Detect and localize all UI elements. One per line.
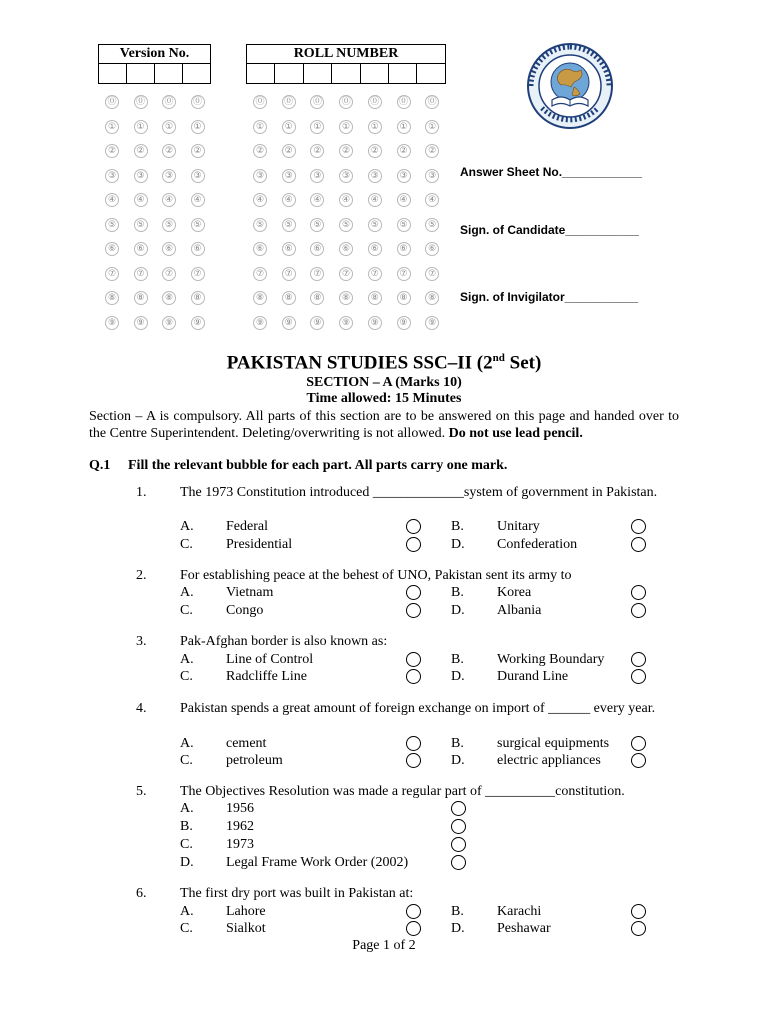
digit-bubble[interactable]: ⑥ [397,242,411,256]
digit-bubble[interactable]: ⑨ [191,316,205,330]
digit-bubble[interactable]: ⓪ [162,95,176,109]
digit-bubble[interactable]: ⓪ [339,95,353,109]
option-text: petroleum [226,753,283,768]
answer-bubble[interactable] [631,585,646,600]
digit-bubble[interactable]: ⑤ [368,218,382,232]
digit-bubble[interactable]: ① [134,120,148,134]
digit-bubble[interactable]: ⑤ [134,218,148,232]
digit-bubble[interactable]: ⑥ [253,242,267,256]
option-text: Unitary [497,519,540,534]
option-letter: D. [451,537,465,552]
option-text: Lahore [226,904,266,919]
digit-bubble[interactable]: ⑥ [191,242,205,256]
answer-bubble[interactable] [406,652,421,667]
digit-bubble[interactable]: ⑦ [191,267,205,281]
option-letter: D. [451,669,465,684]
part-stem: Pak-Afghan border is also known as: [180,634,388,649]
digit-bubble[interactable]: ④ [105,193,119,207]
option-text: Korea [497,585,532,600]
digit-bubble[interactable]: ③ [191,169,205,183]
digit-bubble[interactable]: ④ [282,193,296,207]
answer-bubble[interactable] [451,819,466,834]
option-letter: C. [180,837,193,852]
digit-bubble[interactable]: ② [368,144,382,158]
digit-bubble[interactable]: ⑦ [339,267,353,281]
answer-bubble[interactable] [406,669,421,684]
version-box[interactable] [183,64,211,84]
option-letter: B. [180,819,193,834]
answer-bubble[interactable] [406,585,421,600]
digit-bubble[interactable]: ④ [191,193,205,207]
answer-bubble[interactable] [631,753,646,768]
digit-bubble[interactable]: ④ [425,193,439,207]
option-text: Peshawar [497,921,551,936]
paper-title-superscript: nd [492,352,505,364]
option-letter: A. [180,585,194,600]
option-text: cement [226,736,267,751]
digit-bubble[interactable]: ⑧ [425,291,439,305]
option-letter: D. [451,753,465,768]
part-stem: For establishing peace at the behest of UNO, Pakistan sent its army to [180,568,572,583]
digit-bubble[interactable]: ⑥ [368,242,382,256]
digit-bubble[interactable]: ⑥ [310,242,324,256]
answer-bubble[interactable] [451,837,466,852]
digit-bubble[interactable]: ② [162,144,176,158]
answer-bubble[interactable] [631,736,646,751]
digit-bubble[interactable]: ③ [105,169,119,183]
option-letter: C. [180,669,193,684]
option-text: Vietnam [226,585,274,600]
digit-bubble[interactable]: ① [105,120,119,134]
digit-bubble[interactable]: ③ [397,169,411,183]
digit-bubble[interactable]: ⑥ [134,242,148,256]
option-letter: A. [180,519,194,534]
option-text: Confederation [497,537,578,552]
option-letter: A. [180,801,194,816]
digit-bubble[interactable]: ⑦ [134,267,148,281]
digit-bubble[interactable]: ⑤ [310,218,324,232]
digit-bubble[interactable]: ⑨ [162,316,176,330]
digit-bubble[interactable]: ⑦ [253,267,267,281]
version-number-label: Version No. [99,45,211,64]
digit-bubble[interactable]: ⑤ [282,218,296,232]
option-letter: B. [451,519,464,534]
digit-bubble[interactable]: ② [310,144,324,158]
digit-bubble[interactable]: ② [105,144,119,158]
digit-bubble[interactable]: ⑦ [162,267,176,281]
answer-bubble[interactable] [631,652,646,667]
digit-bubble[interactable]: ⓪ [134,95,148,109]
option-letter: C. [180,603,193,618]
paper-title-suffix: Set) [504,352,542,374]
answer-bubble[interactable] [631,669,646,684]
digit-bubble[interactable]: ② [425,144,439,158]
digit-bubble[interactable]: ② [253,144,267,158]
digit-bubble[interactable]: ③ [134,169,148,183]
option-letter: B. [451,585,464,600]
option-text: Congo [226,603,264,618]
answer-bubble[interactable] [406,537,421,552]
digit-bubble[interactable]: ⑦ [310,267,324,281]
digit-bubble[interactable]: ② [134,144,148,158]
option-text: 1956 [226,801,254,816]
digit-bubble[interactable]: ⑤ [162,218,176,232]
answer-bubble[interactable] [406,753,421,768]
digit-bubble[interactable]: ⑧ [253,291,267,305]
section-heading: SECTION – A (Marks 10) [306,375,462,390]
option-letter: D. [451,921,465,936]
option-text: Legal Frame Work Order (2002) [226,855,409,870]
roll-box[interactable] [389,64,417,84]
answer-bubble[interactable] [631,519,646,534]
answer-bubble[interactable] [406,921,421,936]
option-letter: A. [180,736,194,751]
digit-bubble[interactable]: ② [339,144,353,158]
option-letter: B. [451,652,464,667]
digit-bubble[interactable]: ⑦ [105,267,119,281]
option-text: Line of Control [226,652,314,667]
part-number: 3. [136,634,147,649]
time-allowed: Time allowed: 15 Minutes [306,391,462,406]
digit-bubble[interactable]: ⑨ [253,316,267,330]
instructions-text: Section – A is compulsory. All parts of this section are to be answered on this page and handed over to the Centre Superintendent. Deleting/overwriting is not allowed. [89,409,679,441]
digit-bubble[interactable]: ① [425,120,439,134]
part-number: 1. [136,485,147,500]
part-number: 5. [136,784,147,799]
digit-bubble[interactable]: ⑨ [397,316,411,330]
option-letter: B. [451,736,464,751]
digit-bubble[interactable]: ⑧ [105,291,119,305]
roll-box[interactable] [417,64,446,84]
roll-number-table [246,44,446,84]
digit-bubble[interactable]: ⑥ [339,242,353,256]
digit-bubble[interactable]: ① [253,120,267,134]
digit-bubble[interactable]: ⑨ [105,316,119,330]
digit-bubble[interactable]: ⑧ [310,291,324,305]
digit-bubble[interactable]: ⑤ [105,218,119,232]
answer-sheet-number: Answer Sheet No.____________ [460,165,643,179]
digit-bubble[interactable]: ⑦ [397,267,411,281]
instructions-warning: Do not use lead pencil. [448,426,583,441]
digit-bubble[interactable]: ⑧ [397,291,411,305]
digit-bubble[interactable]: ⑥ [282,242,296,256]
digit-bubble[interactable]: ② [282,144,296,158]
digit-bubble[interactable]: ④ [310,193,324,207]
option-letter: D. [180,855,194,870]
answer-bubble[interactable] [406,603,421,618]
version-box[interactable] [155,64,183,84]
roll-number-label: ROLL NUMBER [247,45,446,64]
digit-bubble[interactable]: ⑨ [134,316,148,330]
digit-bubble[interactable]: ⑤ [253,218,267,232]
digit-bubble[interactable]: ② [191,144,205,158]
page-number: Page 1 of 2 [352,938,416,953]
digit-bubble[interactable]: ⑤ [425,218,439,232]
digit-bubble[interactable]: ① [368,120,382,134]
option-text: surgical equipments [497,736,610,751]
digit-bubble[interactable]: ② [397,144,411,158]
roll-box[interactable] [360,64,388,84]
digit-bubble[interactable]: ③ [253,169,267,183]
digit-bubble[interactable]: ⑧ [134,291,148,305]
digit-bubble[interactable]: ⑧ [368,291,382,305]
option-text: Federal [226,519,268,534]
digit-bubble[interactable]: ① [339,120,353,134]
digit-bubble[interactable]: ③ [368,169,382,183]
digit-bubble[interactable]: ⓪ [310,95,324,109]
roll-box[interactable] [332,64,360,84]
board-seal-icon [526,42,614,130]
part-number: 2. [136,568,147,583]
candidate-signature: Sign. of Candidate___________ [460,223,639,237]
part-number: 4. [136,701,147,716]
digit-bubble[interactable]: ⓪ [191,95,205,109]
digit-bubble[interactable]: ⓪ [282,95,296,109]
digit-bubble[interactable]: ⑤ [191,218,205,232]
digit-bubble[interactable]: ④ [162,193,176,207]
option-text: 1973 [226,837,254,852]
digit-bubble[interactable]: ⑨ [425,316,439,330]
digit-bubble[interactable]: ③ [282,169,296,183]
option-text: electric appliances [497,753,601,768]
digit-bubble[interactable]: ⑨ [310,316,324,330]
question-number: Q.1 [89,458,111,473]
version-number-table [98,44,211,84]
digit-bubble[interactable]: ⑤ [397,218,411,232]
digit-bubble[interactable]: ⑥ [105,242,119,256]
digit-bubble[interactable]: ④ [397,193,411,207]
digit-bubble[interactable]: ⑧ [191,291,205,305]
answer-bubble[interactable] [406,519,421,534]
option-text: Working Boundary [497,652,605,667]
digit-bubble[interactable]: ① [162,120,176,134]
digit-bubble[interactable]: ⓪ [253,95,267,109]
digit-bubble[interactable]: ④ [253,193,267,207]
option-text: Albania [497,603,542,618]
digit-bubble[interactable]: ① [310,120,324,134]
digit-bubble[interactable]: ⓪ [425,95,439,109]
digit-bubble[interactable]: ⑤ [339,218,353,232]
digit-bubble[interactable]: ⓪ [368,95,382,109]
digit-bubble[interactable]: ⑦ [425,267,439,281]
digit-bubble[interactable]: ③ [339,169,353,183]
option-letter: B. [451,904,464,919]
question-text: Fill the relevant bubble for each part. All parts carry one mark. [128,458,508,473]
option-letter: A. [180,652,194,667]
option-text: Presidential [226,537,293,552]
digit-bubble[interactable]: ③ [425,169,439,183]
part-stem: The 1973 Constitution introduced _____________system of government in Pakistan. [180,485,658,500]
instructions [89,408,679,442]
option-letter: C. [180,921,193,936]
digit-bubble[interactable]: ⑧ [282,291,296,305]
paper-title-prefix: PAKISTAN STUDIES SSC–II (2 [226,352,493,374]
part-stem: The first dry port was built in Pakistan at: [180,886,414,901]
part-stem: The Objectives Resolution was made a regular part of __________constitution. [180,784,625,799]
digit-bubble[interactable]: ⑥ [162,242,176,256]
option-letter: C. [180,537,193,552]
version-box[interactable] [127,64,155,84]
invigilator-signature: Sign. of Invigilator___________ [460,290,639,304]
option-letter: A. [180,904,194,919]
answer-bubble[interactable] [631,921,646,936]
roll-box[interactable] [303,64,331,84]
option-text: Sialkot [226,921,266,936]
answer-bubble[interactable] [451,855,466,870]
digit-bubble[interactable]: ③ [310,169,324,183]
digit-bubble[interactable]: ③ [162,169,176,183]
digit-bubble[interactable]: ⓪ [397,95,411,109]
digit-bubble[interactable]: ⑧ [339,291,353,305]
part-stem: Pakistan spends a great amount of foreign exchange on import of ______ every year. [180,701,656,716]
option-text: Durand Line [497,669,569,684]
roll-box[interactable] [275,64,303,84]
digit-bubble[interactable]: ⑨ [282,316,296,330]
digit-bubble[interactable]: ⑨ [368,316,382,330]
digit-bubble[interactable]: ⑨ [339,316,353,330]
digit-bubble[interactable]: ⓪ [105,95,119,109]
option-text: Radcliffe Line [226,669,307,684]
option-text: 1962 [226,819,254,834]
digit-bubble[interactable]: ④ [134,193,148,207]
version-box[interactable] [99,64,127,84]
digit-bubble[interactable]: ① [397,120,411,134]
digit-bubble[interactable]: ① [282,120,296,134]
digit-bubble[interactable]: ④ [368,193,382,207]
answer-bubble[interactable] [631,537,646,552]
option-letter: C. [180,753,193,768]
digit-bubble[interactable]: ④ [339,193,353,207]
roll-box[interactable] [247,64,275,84]
answer-bubble[interactable] [451,801,466,816]
digit-bubble[interactable]: ① [191,120,205,134]
digit-bubble[interactable]: ⑦ [368,267,382,281]
answer-bubble[interactable] [631,603,646,618]
answer-bubble[interactable] [406,736,421,751]
part-number: 6. [136,886,147,901]
answer-bubble[interactable] [631,904,646,919]
paper-title [0,352,768,374]
option-text: Karachi [497,904,542,919]
digit-bubble[interactable]: ⑦ [282,267,296,281]
answer-bubble[interactable] [406,904,421,919]
digit-bubble[interactable]: ⑧ [162,291,176,305]
option-letter: D. [451,603,465,618]
digit-bubble[interactable]: ⑥ [425,242,439,256]
